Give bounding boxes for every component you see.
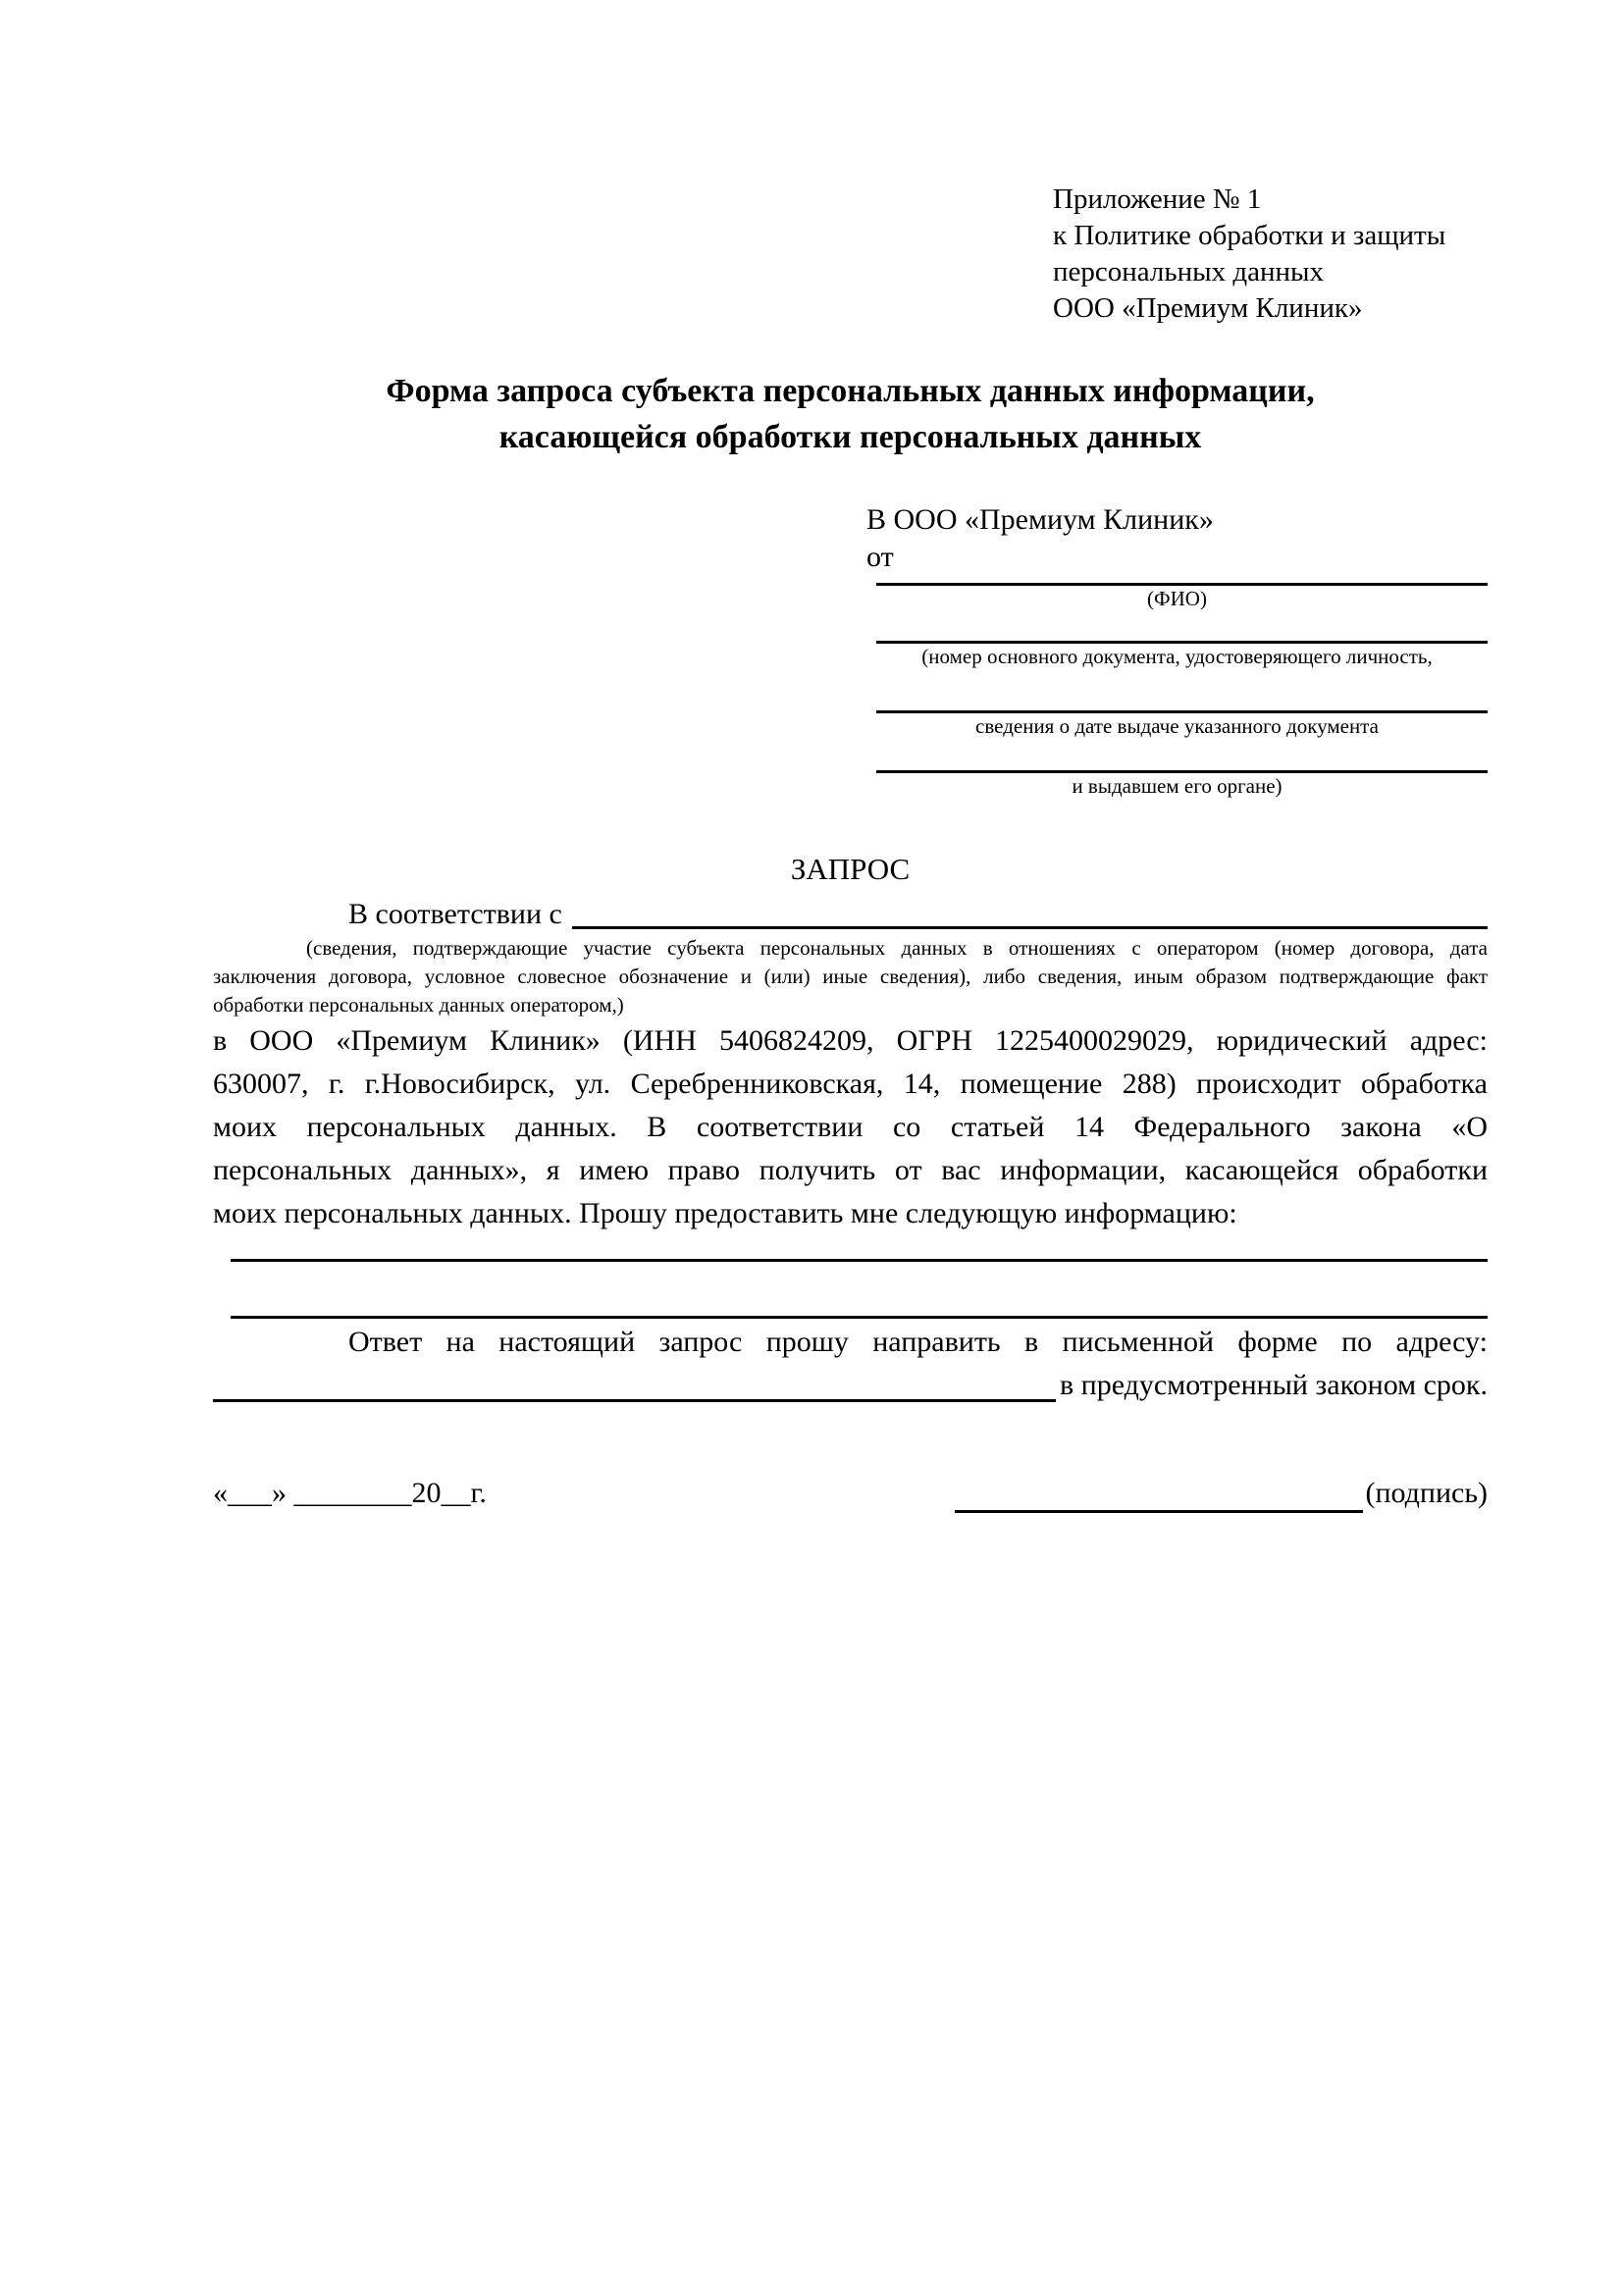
date-blank-line[interactable]: «___» ________20__г.: [213, 1477, 487, 1509]
appendix-block: [1053, 0, 1488, 327]
signature-area: [955, 1474, 1488, 1513]
body-line: моих персональных данных. Прошу предоставить мне следующую информацию:: [213, 1197, 1237, 1229]
appendix-line: персональных данных: [1053, 256, 1325, 287]
note-line: заключения договора, условное словесное обозначение и (или) иные сведения), либо сведения, иным образом подтверждающие факт: [213, 965, 1488, 988]
fio-caption: (ФИО): [1147, 587, 1207, 610]
note-line: (сведения, подтверждающие участие субъекта персональных данных в отношениях с оператором (номер договора, дата: [306, 936, 1488, 960]
information-blank-line-1[interactable]: [231, 1259, 1488, 1262]
body-line: в ООО «Премиум Клиник» (ИНН 5406824209, ОГРН 1225400029029, юридический адрес:: [213, 1024, 1488, 1057]
addressee-block: [866, 501, 1488, 799]
body-line: моих персональных данных. В соответствии со статьей 14 Федерального закона «О: [213, 1111, 1488, 1143]
note-line: обработки персональных данных оператором,): [213, 993, 624, 1017]
information-blank-line-2[interactable]: [231, 1316, 1488, 1319]
addressee-from-label: от: [866, 541, 894, 573]
addressee-to: В ООО «Премиум Клиник»: [866, 503, 1214, 536]
signature-blank-line[interactable]: [955, 1480, 1363, 1513]
issue-date-caption: сведения о дате выдаче указанного документа: [975, 714, 1379, 738]
issue-date-blank-line[interactable]: [876, 669, 1488, 713]
page-title-line2: касающейся обработки персональных данных: [498, 419, 1202, 455]
intro-row: [213, 895, 1488, 934]
fio-blank-line[interactable]: [876, 576, 1488, 586]
appendix-line: Приложение № 1: [1053, 183, 1262, 215]
address-blank-line[interactable]: [213, 1399, 1056, 1402]
answer-instruction: Ответ на настоящий запрос прошу направить в письменной форме по адресу:: [348, 1326, 1488, 1358]
appendix-line: ООО «Премиум Клиник»: [1053, 292, 1363, 324]
answer-term-text: в предусмотренный законом срок.: [1060, 1369, 1488, 1401]
signature-caption: (подпись): [1365, 1477, 1488, 1509]
appendix-line: к Политике обработки и защиты: [1053, 220, 1446, 251]
document-number-blank-line[interactable]: [876, 611, 1488, 644]
page-title-line1: Форма запроса субъекта персональных данных информации,: [386, 373, 1315, 409]
page-title: [213, 368, 1488, 460]
body-line: персональных данных», я имею право получить от вас информации, касающейся обработки: [213, 1154, 1488, 1186]
request-body-paragraph: [213, 1019, 1488, 1235]
document-number-caption: (номер основного документа, удостоверяющего личность,: [921, 645, 1433, 668]
intro-lead: В соответствии с: [348, 898, 562, 930]
explanatory-note: [213, 934, 1488, 1019]
issuing-authority-caption: и выдавшем его органе): [1072, 774, 1283, 798]
basis-blank-line[interactable]: [572, 926, 1488, 929]
body-line: 630007, г. г.Новосибирск, ул. Серебренниковская, 14, помещение 288) происходит обработка: [213, 1068, 1488, 1100]
request-heading: ЗАПРОС: [790, 852, 911, 886]
issuing-authority-blank-line[interactable]: [876, 739, 1488, 773]
signature-row: [213, 1474, 1488, 1513]
answer-address-row: [213, 1364, 1488, 1407]
